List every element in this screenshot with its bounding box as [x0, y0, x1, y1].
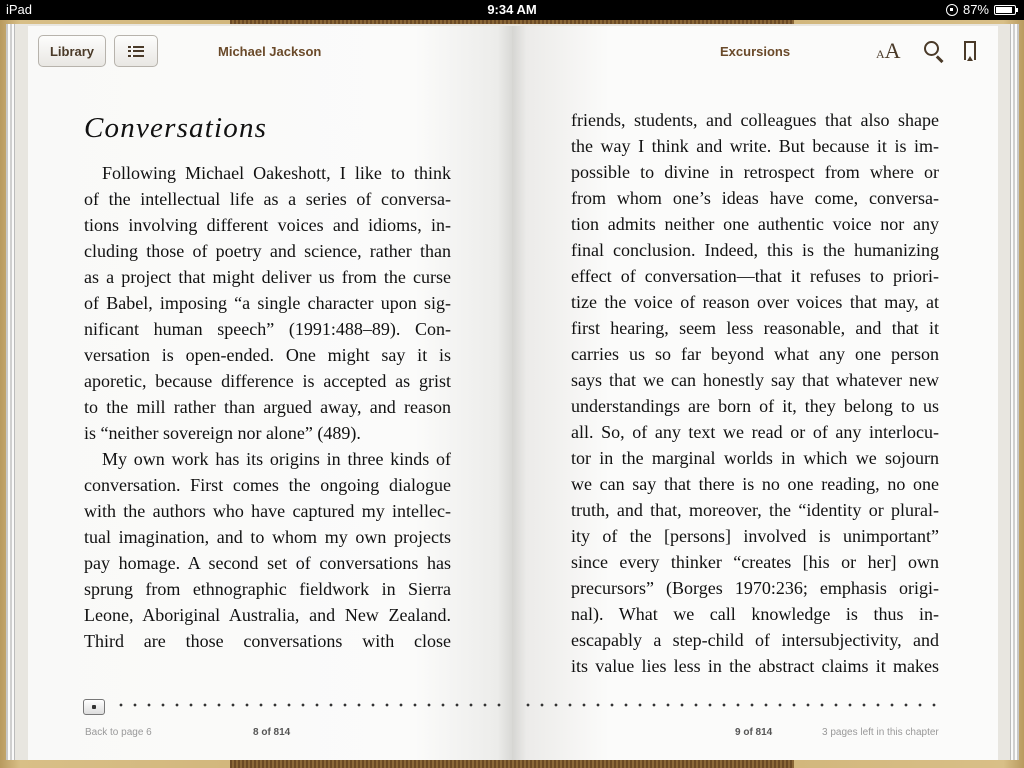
- table-of-contents-button[interactable]: [114, 35, 158, 67]
- text-line: tual imagination, and to whom my own projects: [84, 527, 451, 547]
- device-name: iPad: [6, 2, 33, 17]
- font-large-icon: A: [884, 38, 901, 63]
- author-name: Michael Jackson: [218, 44, 322, 59]
- text-line: My own work has its origins in three kinds of: [102, 449, 451, 469]
- text-line: pay homage. A second set of conversations has: [84, 553, 451, 573]
- text-line: Leone, Aboriginal Australia, and New Zealand.: [84, 605, 451, 625]
- text-line: as a project that might deliver us from the curse: [84, 267, 451, 287]
- font-small-icon: A: [876, 47, 885, 61]
- right-page-number: 9 of 814: [735, 727, 773, 738]
- text-line: tize the voice of reason over voices that may, at: [571, 292, 939, 312]
- text-line: nificant human speech” (1991:488–89). Con-: [84, 319, 451, 339]
- text-line: all. So, of any text we read or of any interlocu-: [571, 422, 939, 442]
- text-line: versation is open-ended. One might say it is: [84, 345, 451, 365]
- left-page-number: 8 of 814: [253, 727, 291, 738]
- status-time: 9:34 AM: [487, 2, 537, 17]
- text-line: its value lies less in the abstract claims it makes: [571, 656, 939, 676]
- right-page-text: [571, 107, 939, 679]
- text-line: says that we can honestly say that whatever new: [571, 370, 939, 390]
- text-line: understandings are born of it, they belong to us: [571, 396, 939, 416]
- text-line: we can say that there is no one reading, no one: [571, 474, 939, 494]
- rotation-lock-icon: [946, 4, 958, 16]
- text-line: tor in the marginal worlds in which we sojourn: [571, 448, 939, 468]
- text-line: is “neither sovereign nor alone” (489).: [84, 423, 361, 443]
- text-line: first hearing, seem less reasonable, and that it: [571, 318, 939, 338]
- text-line: carries us so far beyond what any one person: [571, 344, 939, 364]
- text-line: tions involving different voices and idioms, in-: [84, 215, 451, 235]
- bookmark-icon[interactable]: [964, 41, 976, 60]
- library-button[interactable]: Library: [38, 35, 106, 67]
- page-scrubber-thumb[interactable]: [83, 699, 105, 715]
- text-line: truth, and that, moreover, the “identity or plural-: [571, 500, 939, 520]
- text-line: Third are those conversations with close: [84, 631, 451, 651]
- page-scrubber-right[interactable]: [521, 703, 943, 707]
- list-icon: [128, 46, 144, 57]
- status-bar: [0, 0, 1024, 20]
- status-right: [946, 2, 1016, 17]
- text-line: possible to divine in retrospect from where or: [571, 162, 939, 182]
- text-line: escapably a step-child of intersubjectivity, and: [571, 630, 939, 650]
- text-line: to the mill rather than argued away, and reason: [84, 397, 451, 417]
- text-line: friends, students, and colleagues that also shape: [571, 110, 939, 130]
- text-line: from whom one’s ideas have come, conversa-: [571, 188, 939, 208]
- text-line: ity of the [persons] involved is unimportant”: [571, 526, 939, 546]
- text-line: aporetic, because difference is accepted as grist: [84, 371, 451, 391]
- page-scrubber-left[interactable]: [114, 703, 510, 707]
- battery-percent: 87%: [962, 2, 989, 17]
- text-line: tion admits neither one authentic voice nor any: [571, 214, 939, 234]
- text-line: nal). What we call knowledge is thus in-: [571, 604, 939, 624]
- back-to-page-link[interactable]: Back to page 6: [85, 727, 152, 738]
- text-line: of Babel, imposing “a single character upon sig-: [84, 293, 451, 313]
- text-line: sprung from ethnographic fieldwork in Sierra: [84, 579, 451, 599]
- text-line: with the authors who have captured my intellec-: [84, 501, 451, 521]
- text-line: the way I think and write. But because it is im-: [571, 136, 939, 156]
- text-line: effect of conversation—that it refuses to priori-: [571, 266, 939, 286]
- text-line: of the intellectual life as a series of conversa-: [84, 189, 451, 209]
- book-spine-bottom: [230, 760, 794, 768]
- search-icon[interactable]: [924, 41, 939, 56]
- text-line: since every thinker “creates [his or her] own: [571, 552, 939, 572]
- text-line: Following Michael Oakeshott, I like to think: [102, 163, 451, 183]
- text-line: precursors” (Borges 1970:236; emphasis origi-: [571, 578, 939, 598]
- battery-fill: [996, 7, 1012, 13]
- book-title: Excursions: [720, 44, 791, 59]
- battery-icon: [994, 5, 1016, 15]
- chapter-title: Conversations: [84, 112, 268, 144]
- pages-left-in-chapter: 3 pages left in this chapter: [822, 727, 939, 738]
- text-line: final conclusion. Indeed, this is the humanizing: [571, 240, 939, 260]
- text-line: cluding those of poetry and science, rather than: [84, 241, 451, 261]
- left-page-text: [84, 160, 451, 654]
- text-line: conversation. First comes the ongoing dialogue: [84, 475, 451, 495]
- font-size-button[interactable]: [876, 38, 901, 64]
